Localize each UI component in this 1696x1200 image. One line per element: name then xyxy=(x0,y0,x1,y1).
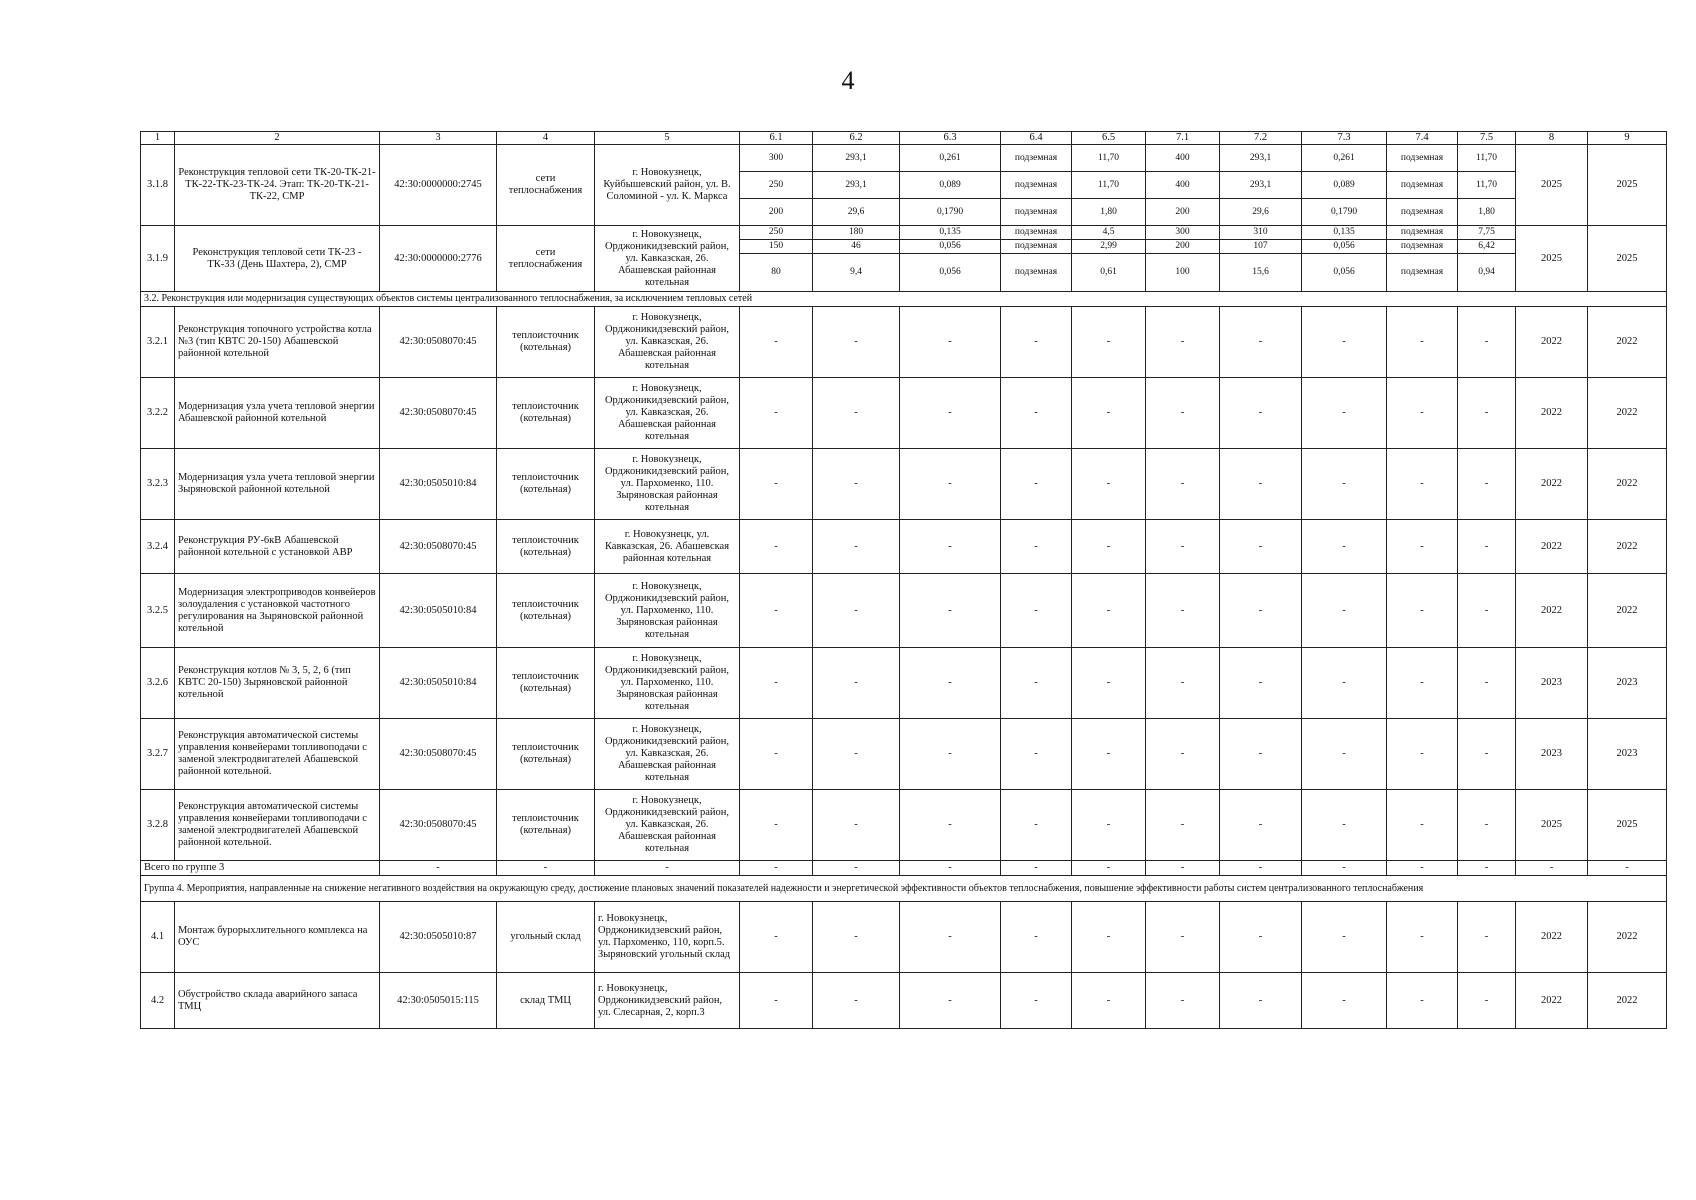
item-number: 3.1.9 xyxy=(141,226,175,292)
parameter-value: 0,056 xyxy=(1302,240,1387,254)
parameter-value: подземная xyxy=(1387,254,1458,292)
empty-value: - xyxy=(1220,861,1302,876)
cadastral-number: 42:30:0508070:45 xyxy=(380,378,497,449)
item-number: 4.1 xyxy=(141,902,175,973)
end-year: 2022 xyxy=(1588,449,1667,520)
item-name: Модернизация электроприводов конвейеров золоудаления с установкой частотного регулирования на Зыряновской районной котельной xyxy=(175,574,380,648)
start-year: 2025 xyxy=(1516,790,1588,861)
empty-value: - xyxy=(1458,973,1516,1029)
empty-value: - xyxy=(1072,719,1146,790)
item-name: Монтаж бурорыхлительного комплекса на ОУС xyxy=(175,902,380,973)
empty-value: - xyxy=(1220,449,1302,520)
empty-value: - xyxy=(1458,307,1516,378)
empty-value: - xyxy=(1302,648,1387,719)
empty-value: - xyxy=(1146,378,1220,449)
empty-value: - xyxy=(1458,648,1516,719)
empty-value: - xyxy=(1001,449,1072,520)
empty-value: - xyxy=(1302,520,1387,574)
parameter-value: 400 xyxy=(1146,145,1220,172)
parameter-value: 300 xyxy=(1146,226,1220,240)
start-year: 2022 xyxy=(1516,973,1588,1029)
empty-value: - xyxy=(740,307,813,378)
parameter-value: 200 xyxy=(1146,240,1220,254)
start-year: 2023 xyxy=(1516,648,1588,719)
parameter-value: 0,61 xyxy=(1072,254,1146,292)
object-type: сети теплоснабжения xyxy=(497,226,595,292)
parameter-value: 293,1 xyxy=(813,172,900,199)
empty-value: - xyxy=(1220,790,1302,861)
column-number: 4 xyxy=(497,132,595,145)
section-row xyxy=(141,292,1667,307)
empty-value: - xyxy=(1072,790,1146,861)
item-number: 3.2.8 xyxy=(141,790,175,861)
end-year: 2022 xyxy=(1588,378,1667,449)
parameter-value: подземная xyxy=(1387,226,1458,240)
cadastral-number: 42:30:0505010:84 xyxy=(380,449,497,520)
object-type: теплоисточник (котельная) xyxy=(497,790,595,861)
parameter-value: 29,6 xyxy=(813,199,900,226)
empty-value: - xyxy=(1220,902,1302,973)
object-address: г. Новокузнецк, Орджоникидзевский район, ул. Пархоменко, 110, корп.5. Зыряновский угольный склад xyxy=(595,902,740,973)
empty-value: - xyxy=(900,790,1001,861)
empty-value: - xyxy=(1458,449,1516,520)
parameter-value: 250 xyxy=(740,226,813,240)
parameter-value: 1,80 xyxy=(1072,199,1146,226)
parameter-value: подземная xyxy=(1387,145,1458,172)
empty-value: - xyxy=(1387,790,1458,861)
empty-value: - xyxy=(1458,378,1516,449)
empty-value: - xyxy=(813,449,900,520)
item-name: Реконструкция котлов № 3, 5, 2, 6 (тип КВТС 20-150) Зыряновской районной котельной xyxy=(175,648,380,719)
empty-value: - xyxy=(1220,520,1302,574)
empty-value: - xyxy=(740,520,813,574)
empty-value: - xyxy=(740,648,813,719)
section-title: 3.2. Реконструкция или модернизация существующих объектов системы централизованного теплоснабжения, за исключением тепловых сетей xyxy=(141,292,1667,307)
column-number: 3 xyxy=(380,132,497,145)
empty-value: - xyxy=(595,861,740,876)
empty-value: - xyxy=(1387,307,1458,378)
section-row xyxy=(141,876,1667,902)
end-year: 2025 xyxy=(1588,145,1667,226)
empty-value: - xyxy=(1458,719,1516,790)
object-type: теплоисточник (котельная) xyxy=(497,719,595,790)
parameter-value: 180 xyxy=(813,226,900,240)
empty-value: - xyxy=(1001,902,1072,973)
cadastral-number: 42:30:0508070:45 xyxy=(380,790,497,861)
empty-value: - xyxy=(740,378,813,449)
empty-value: - xyxy=(1072,861,1146,876)
empty-value: - xyxy=(900,648,1001,719)
end-year: 2023 xyxy=(1588,648,1667,719)
empty-value: - xyxy=(813,973,900,1029)
parameter-value: 293,1 xyxy=(1220,172,1302,199)
empty-value: - xyxy=(1387,378,1458,449)
empty-value: - xyxy=(1302,973,1387,1029)
empty-value: - xyxy=(1458,520,1516,574)
empty-value: - xyxy=(1001,307,1072,378)
parameter-value: 0,1790 xyxy=(1302,199,1387,226)
parameter-value: 0,056 xyxy=(900,240,1001,254)
table-row xyxy=(141,378,1667,449)
parameter-value: 11,70 xyxy=(1072,172,1146,199)
item-number: 3.2.5 xyxy=(141,574,175,648)
empty-value: - xyxy=(813,520,900,574)
item-name: Обустройство склада аварийного запаса ТМЦ xyxy=(175,973,380,1029)
parameter-value: 300 xyxy=(740,145,813,172)
empty-value: - xyxy=(1072,520,1146,574)
empty-value: - xyxy=(1220,973,1302,1029)
start-year: 2023 xyxy=(1516,719,1588,790)
total-row xyxy=(141,861,1667,876)
object-type: угольный склад xyxy=(497,902,595,973)
empty-value: - xyxy=(1588,861,1667,876)
empty-value: - xyxy=(900,449,1001,520)
empty-value: - xyxy=(740,973,813,1029)
item-number: 3.2.1 xyxy=(141,307,175,378)
investment-program-table xyxy=(140,131,1667,1029)
item-number: 3.2.7 xyxy=(141,719,175,790)
object-address: г. Новокузнецк, Орджоникидзевский район, ул. Пархоменко, 110. Зыряновская районная котельная xyxy=(595,449,740,520)
start-year: 2022 xyxy=(1516,520,1588,574)
column-number: 8 xyxy=(1516,132,1588,145)
object-address: г. Новокузнецк, Орджоникидзевский район, ул. Кавказская, 26. Абашевская районная котельная xyxy=(595,790,740,861)
parameter-value: 6,42 xyxy=(1458,240,1516,254)
empty-value: - xyxy=(1072,648,1146,719)
cadastral-number: 42:30:0000000:2776 xyxy=(380,226,497,292)
object-type: теплоисточник (котельная) xyxy=(497,520,595,574)
empty-value: - xyxy=(1001,648,1072,719)
empty-value: - xyxy=(813,790,900,861)
empty-value: - xyxy=(1146,719,1220,790)
item-number: 3.1.8 xyxy=(141,145,175,226)
empty-value: - xyxy=(740,719,813,790)
empty-value: - xyxy=(1001,861,1072,876)
empty-value: - xyxy=(900,307,1001,378)
empty-value: - xyxy=(1220,378,1302,449)
empty-value: - xyxy=(813,902,900,973)
empty-value: - xyxy=(1146,861,1220,876)
start-year: 2022 xyxy=(1516,449,1588,520)
column-number: 2 xyxy=(175,132,380,145)
empty-value: - xyxy=(1001,719,1072,790)
empty-value: - xyxy=(1001,574,1072,648)
parameter-value: подземная xyxy=(1001,172,1072,199)
empty-value: - xyxy=(1146,307,1220,378)
empty-value: - xyxy=(1001,973,1072,1029)
empty-value: - xyxy=(1302,378,1387,449)
end-year: 2022 xyxy=(1588,973,1667,1029)
parameter-value: 11,70 xyxy=(1458,145,1516,172)
parameter-value: 2,99 xyxy=(1072,240,1146,254)
parameter-value: 0,94 xyxy=(1458,254,1516,292)
parameter-value: 11,70 xyxy=(1072,145,1146,172)
parameter-value: 29,6 xyxy=(1220,199,1302,226)
empty-value: - xyxy=(1387,574,1458,648)
empty-value: - xyxy=(1302,902,1387,973)
empty-value: - xyxy=(1001,520,1072,574)
table-row xyxy=(141,648,1667,719)
column-number: 7.3 xyxy=(1302,132,1387,145)
empty-value: - xyxy=(497,861,595,876)
empty-value: - xyxy=(813,861,900,876)
start-year: 2022 xyxy=(1516,307,1588,378)
object-type: теплоисточник (котельная) xyxy=(497,307,595,378)
empty-value: - xyxy=(1302,449,1387,520)
empty-value: - xyxy=(1302,790,1387,861)
item-name: Модернизация узла учета тепловой энергии Абашевской районной котельной xyxy=(175,378,380,449)
column-number: 7.4 xyxy=(1387,132,1458,145)
item-name: Реконструкция РУ-6кВ Абашевской районной котельной с установкой АВР xyxy=(175,520,380,574)
empty-value: - xyxy=(1146,648,1220,719)
column-number: 6.2 xyxy=(813,132,900,145)
column-number: 6.5 xyxy=(1072,132,1146,145)
empty-value: - xyxy=(813,378,900,449)
cadastral-number: 42:30:0508070:45 xyxy=(380,307,497,378)
start-year: 2022 xyxy=(1516,378,1588,449)
start-year: 2025 xyxy=(1516,226,1588,292)
empty-value: - xyxy=(1458,790,1516,861)
column-number: 6.1 xyxy=(740,132,813,145)
object-type: теплоисточник (котельная) xyxy=(497,648,595,719)
empty-value: - xyxy=(813,307,900,378)
column-number: 6.3 xyxy=(900,132,1001,145)
item-name: Реконструкция тепловой сети ТК-23 - ТК-33 (День Шахтера, 2), СМР xyxy=(175,226,380,292)
empty-value: - xyxy=(900,378,1001,449)
empty-value: - xyxy=(740,861,813,876)
start-year: 2022 xyxy=(1516,574,1588,648)
end-year: 2022 xyxy=(1588,520,1667,574)
parameter-value: подземная xyxy=(1001,240,1072,254)
parameter-value: подземная xyxy=(1001,199,1072,226)
parameter-value: 200 xyxy=(1146,199,1220,226)
table-row xyxy=(141,449,1667,520)
column-number: 7.1 xyxy=(1146,132,1220,145)
cadastral-number: 42:30:0000000:2745 xyxy=(380,145,497,226)
object-address: г. Новокузнецк, ул. Кавказская, 26. Абашевская районная котельная xyxy=(595,520,740,574)
end-year: 2025 xyxy=(1588,790,1667,861)
empty-value: - xyxy=(900,861,1001,876)
total-label: Всего по группе 3 xyxy=(141,861,380,876)
empty-value: - xyxy=(1220,719,1302,790)
empty-value: - xyxy=(380,861,497,876)
empty-value: - xyxy=(813,574,900,648)
empty-value: - xyxy=(1458,902,1516,973)
parameter-value: 0,135 xyxy=(1302,226,1387,240)
object-type: теплоисточник (котельная) xyxy=(497,574,595,648)
group-title: Группа 4. Мероприятия, направленные на снижение негативного воздействия на окружающую среду, достижение плановых значений показателей надежности и энергетической эффективности объектов теплоснабжения, повышение эффективности работы систем централизованного теплоснабжения xyxy=(141,876,1667,902)
parameter-value: 0,1790 xyxy=(900,199,1001,226)
parameter-value: 0,056 xyxy=(1302,254,1387,292)
page-number: 4 xyxy=(841,66,855,95)
item-number: 3.2.4 xyxy=(141,520,175,574)
end-year: 2022 xyxy=(1588,574,1667,648)
table-row xyxy=(141,719,1667,790)
parameter-value: 9,4 xyxy=(813,254,900,292)
column-number: 5 xyxy=(595,132,740,145)
object-type: сети теплоснабжения xyxy=(497,145,595,226)
cadastral-number: 42:30:0508070:45 xyxy=(380,719,497,790)
table-row xyxy=(141,226,1667,240)
empty-value: - xyxy=(1146,790,1220,861)
empty-value: - xyxy=(1387,719,1458,790)
table-row xyxy=(141,790,1667,861)
empty-value: - xyxy=(1387,902,1458,973)
empty-value: - xyxy=(900,719,1001,790)
end-year: 2023 xyxy=(1588,719,1667,790)
empty-value: - xyxy=(1387,449,1458,520)
parameter-value: подземная xyxy=(1001,145,1072,172)
column-number: 9 xyxy=(1588,132,1667,145)
empty-value: - xyxy=(1458,574,1516,648)
end-year: 2025 xyxy=(1588,226,1667,292)
empty-value: - xyxy=(740,790,813,861)
object-address: г. Новокузнецк, Орджоникидзевский район, ул. Пархоменко, 110. Зыряновская районная котельная xyxy=(595,648,740,719)
empty-value: - xyxy=(1001,378,1072,449)
parameter-value: 0,261 xyxy=(1302,145,1387,172)
empty-value: - xyxy=(1072,378,1146,449)
parameter-value: 0,089 xyxy=(1302,172,1387,199)
item-name: Реконструкция топочного устройства котла №3 (тип КВТС 20-150) Абашевской районной котельной xyxy=(175,307,380,378)
parameter-value: 310 xyxy=(1220,226,1302,240)
parameter-value: подземная xyxy=(1001,226,1072,240)
object-address: г. Новокузнецк, Орджоникидзевский район, ул. Слесарная, 2, корп.3 xyxy=(595,973,740,1029)
parameter-value: 11,70 xyxy=(1458,172,1516,199)
item-number: 3.2.2 xyxy=(141,378,175,449)
empty-value: - xyxy=(1146,973,1220,1029)
end-year: 2022 xyxy=(1588,307,1667,378)
empty-value: - xyxy=(813,648,900,719)
parameter-value: 80 xyxy=(740,254,813,292)
empty-value: - xyxy=(1001,790,1072,861)
object-address: г. Новокузнецк, Орджоникидзевский район, ул. Кавказская, 26. Абашевская районная котельная xyxy=(595,226,740,292)
column-number: 6.4 xyxy=(1001,132,1072,145)
start-year: 2025 xyxy=(1516,145,1588,226)
parameter-value: 15,6 xyxy=(1220,254,1302,292)
empty-value: - xyxy=(1146,574,1220,648)
table-row xyxy=(141,574,1667,648)
empty-value: - xyxy=(900,574,1001,648)
column-number: 1 xyxy=(141,132,175,145)
parameter-value: 150 xyxy=(740,240,813,254)
parameter-value: 4,5 xyxy=(1072,226,1146,240)
empty-value: - xyxy=(813,719,900,790)
item-name: Реконструкция автоматической системы управления конвейерами топливоподачи с заменой электродвигателей Абашевской районной котельной. xyxy=(175,790,380,861)
empty-value: - xyxy=(1146,449,1220,520)
table-row xyxy=(141,902,1667,973)
empty-value: - xyxy=(1302,574,1387,648)
object-address: г. Новокузнецк, Орджоникидзевский район, ул. Пархоменко, 110. Зыряновская районная котельная xyxy=(595,574,740,648)
parameter-value: 0,056 xyxy=(900,254,1001,292)
empty-value: - xyxy=(1302,861,1387,876)
column-number: 7.2 xyxy=(1220,132,1302,145)
parameter-value: 7,75 xyxy=(1458,226,1516,240)
empty-value: - xyxy=(1072,902,1146,973)
table-row xyxy=(141,145,1667,172)
object-address: г. Новокузнецк, Орджоникидзевский район, ул. Кавказская, 26. Абашевская районная котельная xyxy=(595,307,740,378)
empty-value: - xyxy=(1072,307,1146,378)
empty-value: - xyxy=(1387,520,1458,574)
empty-value: - xyxy=(740,449,813,520)
empty-value: - xyxy=(740,574,813,648)
item-number: 4.2 xyxy=(141,973,175,1029)
empty-value: - xyxy=(900,520,1001,574)
object-type: теплоисточник (котельная) xyxy=(497,378,595,449)
end-year: 2022 xyxy=(1588,902,1667,973)
cadastral-number: 42:30:0505010:84 xyxy=(380,648,497,719)
cadastral-number: 42:30:0508070:45 xyxy=(380,520,497,574)
cadastral-number: 42:30:0505010:84 xyxy=(380,574,497,648)
object-type: склад ТМЦ xyxy=(497,973,595,1029)
parameter-value: 400 xyxy=(1146,172,1220,199)
parameter-value: 107 xyxy=(1220,240,1302,254)
header-row xyxy=(141,132,1667,145)
table-row xyxy=(141,307,1667,378)
empty-value: - xyxy=(1387,973,1458,1029)
object-address: г. Новокузнецк, Орджоникидзевский район, ул. Кавказская, 26. Абашевская районная котельная xyxy=(595,378,740,449)
parameter-value: подземная xyxy=(1001,254,1072,292)
empty-value: - xyxy=(1516,861,1588,876)
empty-value: - xyxy=(1072,574,1146,648)
parameter-value: 250 xyxy=(740,172,813,199)
item-name: Реконструкция тепловой сети ТК-20-ТК-21-ТК-22-ТК-23-ТК-24. Этап: ТК-20-ТК-21-ТК-22, СМР xyxy=(175,145,380,226)
empty-value: - xyxy=(1387,861,1458,876)
item-number: 3.2.6 xyxy=(141,648,175,719)
empty-value: - xyxy=(1072,973,1146,1029)
parameter-value: подземная xyxy=(1387,172,1458,199)
empty-value: - xyxy=(1146,902,1220,973)
empty-value: - xyxy=(1302,719,1387,790)
empty-value: - xyxy=(1458,861,1516,876)
parameter-value: 0,135 xyxy=(900,226,1001,240)
column-number: 7.5 xyxy=(1458,132,1516,145)
empty-value: - xyxy=(1220,574,1302,648)
cadastral-number: 42:30:0505015:115 xyxy=(380,973,497,1029)
item-name: Реконструкция автоматической системы управления конвейерами топливоподачи с заменой электродвигателей Абашевской районной котельной. xyxy=(175,719,380,790)
empty-value: - xyxy=(1072,449,1146,520)
item-name: Модернизация узла учета тепловой энергии Зыряновской районной котельной xyxy=(175,449,380,520)
parameter-value: 293,1 xyxy=(1220,145,1302,172)
cadastral-number: 42:30:0505010:87 xyxy=(380,902,497,973)
empty-value: - xyxy=(1220,307,1302,378)
table-row xyxy=(141,973,1667,1029)
empty-value: - xyxy=(1302,307,1387,378)
parameter-value: 46 xyxy=(813,240,900,254)
parameter-value: 0,261 xyxy=(900,145,1001,172)
empty-value: - xyxy=(1387,648,1458,719)
object-address: г. Новокузнецк, Куйбышевский район, ул. В. Соломиной - ул. К. Маркса xyxy=(595,145,740,226)
empty-value: - xyxy=(1146,520,1220,574)
parameter-value: 100 xyxy=(1146,254,1220,292)
parameter-value: 200 xyxy=(740,199,813,226)
item-number: 3.2.3 xyxy=(141,449,175,520)
empty-value: - xyxy=(900,973,1001,1029)
object-type: теплоисточник (котельная) xyxy=(497,449,595,520)
parameter-value: 293,1 xyxy=(813,145,900,172)
table-body xyxy=(141,132,1667,1029)
start-year: 2022 xyxy=(1516,902,1588,973)
parameter-value: подземная xyxy=(1387,199,1458,226)
parameter-value: 1,80 xyxy=(1458,199,1516,226)
object-address: г. Новокузнецк, Орджоникидзевский район, ул. Кавказская, 26. Абашевская районная котельная xyxy=(595,719,740,790)
empty-value: - xyxy=(740,902,813,973)
empty-value: - xyxy=(900,902,1001,973)
parameter-value: подземная xyxy=(1387,240,1458,254)
empty-value: - xyxy=(1220,648,1302,719)
parameter-value: 0,089 xyxy=(900,172,1001,199)
table-row xyxy=(141,520,1667,574)
